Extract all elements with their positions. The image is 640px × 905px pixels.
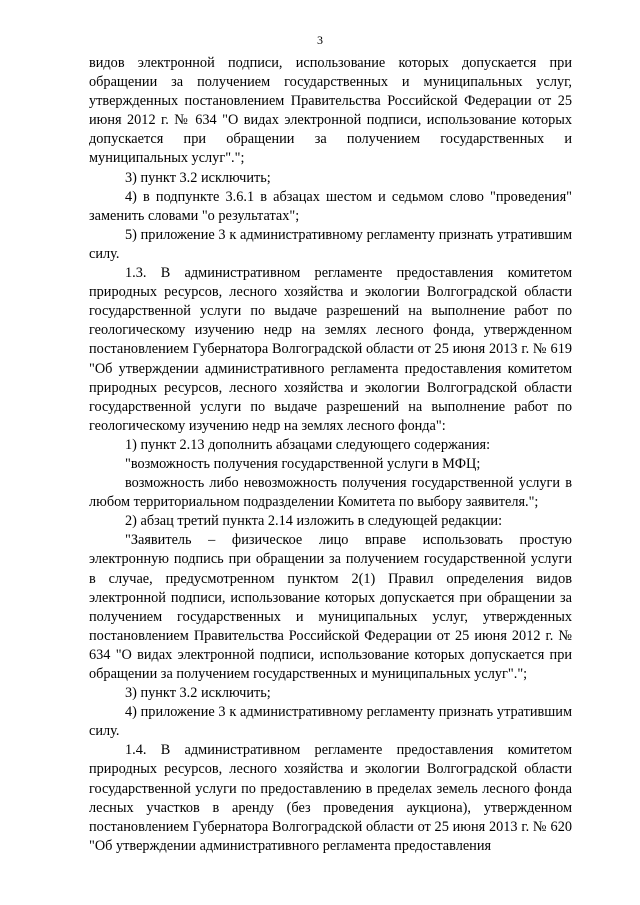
paragraph-item-1: 1) пункт 2.13 дополнить абзацами следующего содержания: [125, 436, 491, 453]
paragraph-quote-mfc: "возможность получения государственной услуги в МФЦ; [125, 455, 481, 472]
paragraph-continuation: видов электронной подписи, использование которых допускается при обращении за получением государственных и муниципальных услуг, утвержденных постановлением Правительства Российской Федерации от 25 июня 2012 г. № 634 "О видах электронной подписи, использование которых допускается при обращении за получением государственных и муниципальных услуг"."; [89, 55, 572, 167]
paragraph-quote-territorial: возможность либо невозможность получения государственной услуги в любом территориальном подразделении Комитета по выбору заявителя."; [89, 475, 572, 511]
paragraph-item-2: 2) абзац третий пункта 2.14 изложить в следующей редакции: [125, 513, 503, 530]
paragraph-item-3: 3) пункт 3.2 исключить; [125, 169, 271, 186]
paragraph-quote-applicant: "Заявитель – физическое лицо вправе использовать простую электронную подпись при обращении за получением государственной услуги в случае, предусмотренном пунктом 2(1) Правил определения видов электронной подписи, использование которых допускается при обращении за получением государственных и муниципальных услуг, утвержденных постановлением Правительства Российской Федерации от 25 июня 2012 г. № 634 "О видах электронной подписи, использование которых допускается при обращении за получением государственных и муниципальных услуг"."; [89, 532, 572, 682]
document-body [89, 54, 572, 856]
page-number: 3 [317, 33, 323, 47]
paragraph-item-4b: 4) приложение 3 к административному регламенту признать утратившим силу. [89, 704, 572, 740]
paragraph-item-3b: 3) пункт 3.2 исключить; [125, 685, 271, 702]
paragraph-section-1-4: 1.4. В административном регламенте предоставления комитетом природных ресурсов, лесного хозяйства и экологии Волгоградской области государственной услуги по предоставлению в пределах земель лесного фонда лесных участков в аренду (без проведения аукциона), утвержденном постановлением Губернатора Волгоградской области от 25 июня 2013 г. № 620 "Об утверждении административного регламента предоставления [89, 742, 572, 854]
paragraph-item-4: 4) в подпункте 3.6.1 в абзацах шестом и седьмом слово "проведения" заменить словами "о результатах"; [89, 188, 572, 224]
paragraph-item-5: 5) приложение 3 к административному регламенту признать утратившим силу. [89, 226, 572, 262]
paragraph-section-1-3: 1.3. В административном регламенте предоставления комитетом природных ресурсов, лесного хозяйства и экологии Волгоградской области государственной услуги по выдаче разрешений на выполнение работ по геологическому изучению недр на землях лесного фонда, утвержденном постановлением Губернатора Волгоградской области от 25 июня 2013 г. № 619 "Об утверждении административного регламента предоставления комитетом природных ресурсов, лесного хозяйства и экологии Волгоградской области государственной услуги по выдаче разрешений на выполнение работ по геологическому изучению недр на землях лесного фонда": [89, 265, 572, 434]
